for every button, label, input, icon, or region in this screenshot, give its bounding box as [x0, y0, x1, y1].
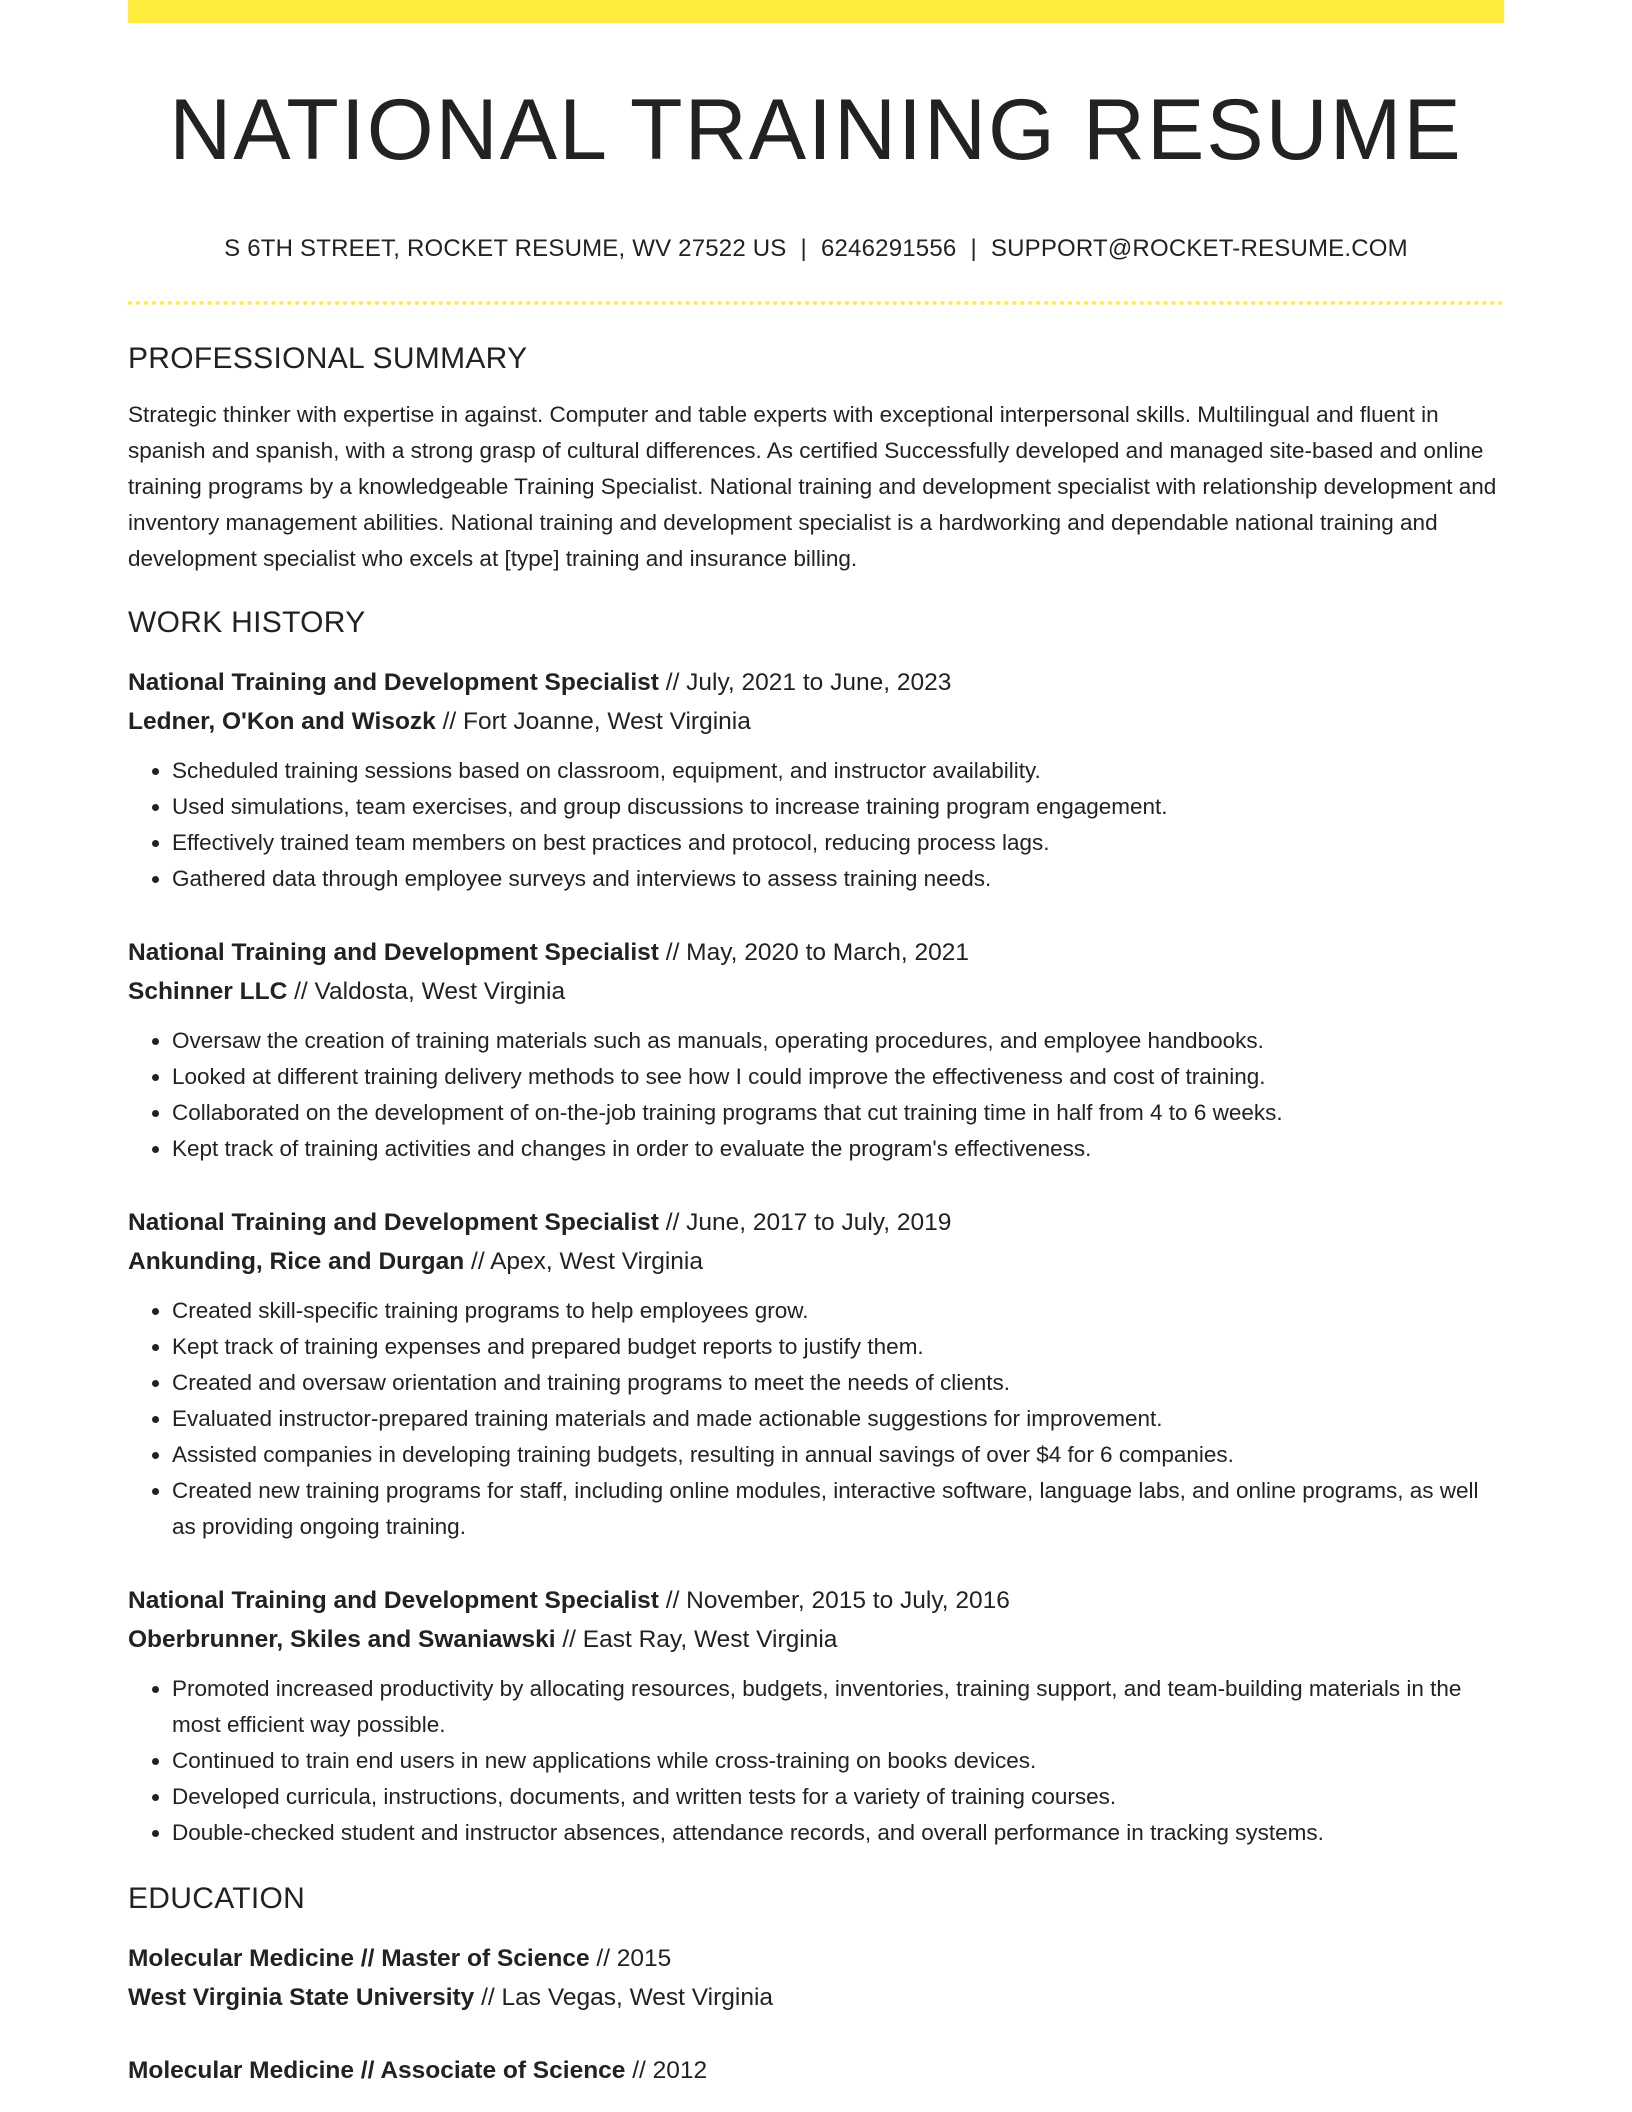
- job-entry: [128, 1581, 1504, 1851]
- job-company: Schinner LLC: [128, 978, 288, 1005]
- resume-content: [128, 0, 1504, 2090]
- job-bullet: • Kept track of training activities and changes in order to evaluate the program's effectiveness.: [172, 1131, 1504, 1167]
- contact-separator: |: [970, 235, 977, 262]
- job-bullet: • Assisted companies in developing training budgets, resulting in annual savings of over $4 for 6 companies.: [172, 1437, 1504, 1473]
- job-entry: [128, 663, 1504, 897]
- job-dates: // May, 2020 to March, 2021: [658, 939, 969, 966]
- work-history-heading: WORK HISTORY: [128, 606, 366, 639]
- summary-text: Strategic thinker with expertise in against. Computer and table experts with exceptional interpersonal skills. Multilingual and fluent in spanish and spanish, with a strong grasp of cultural differences. As certified Successfully developed and managed site-based and online training programs by a knowledgeable Training Specialist. National training and development specialist with relationship development and inventory management abilities. National training and development specialist is a hardworking and dependable national training and development specialist who excels at [type] training and insurance billing.: [128, 402, 1497, 571]
- contact-phone: 6246291556: [820, 235, 957, 262]
- job-bullet: • Scheduled training sessions based on classroom, equipment, and instructor availability.: [172, 753, 1504, 789]
- contact-separator: |: [800, 235, 807, 262]
- job-location: // Fort Joanne, West Virginia: [435, 708, 751, 735]
- job-bullet: • Developed curricula, instructions, documents, and written tests for a variety of training courses.: [172, 1779, 1504, 1815]
- job-bullet: • Created new training programs for staff, including online modules, interactive software, language labs, and online programs, as well as providing ongoing training.: [172, 1473, 1504, 1545]
- education-degree-line: [128, 1939, 1504, 1978]
- education-school: West Virginia State University: [128, 1984, 475, 2011]
- contact-address: S 6TH STREET, ROCKET RESUME, WV 27522 US: [224, 235, 787, 262]
- job-bullet: • Collaborated on the development of on-the-job training programs that cut training time in half from 4 to 6 weeks.: [172, 1095, 1504, 1131]
- job-title-line: [128, 1203, 1504, 1242]
- job-bullets: [128, 753, 1504, 897]
- contact-email: SUPPORT@ROCKET-RESUME.COM: [990, 235, 1408, 262]
- education-school-line: [128, 1978, 1504, 2017]
- job-bullet: • Oversaw the creation of training materials such as manuals, operating procedures, and employee handbooks.: [172, 1023, 1504, 1059]
- job-bullet: • Created skill-specific training programs to help employees grow.: [172, 1293, 1504, 1329]
- header-divider: [128, 301, 1504, 305]
- job-entry: [128, 933, 1504, 1167]
- job-role: National Training and Development Specialist: [128, 1587, 659, 1614]
- job-title-line: [128, 933, 1504, 972]
- education-entry: [128, 1939, 1504, 2017]
- job-company: Ledner, O'Kon and Wisozk: [128, 708, 436, 735]
- education-entry: [128, 2051, 1504, 2090]
- job-dates: // November, 2015 to July, 2016: [658, 1587, 1010, 1614]
- job-company-line: [128, 1242, 1504, 1281]
- job-dates: // July, 2021 to June, 2023: [658, 669, 952, 696]
- job-company-line: [128, 972, 1504, 1011]
- education-degree: Molecular Medicine // Associate of Science: [128, 2057, 626, 2084]
- education-year: // 2015: [589, 1945, 672, 1972]
- job-company-line: [128, 1620, 1504, 1659]
- job-bullet: • Looked at different training delivery methods to see how I could improve the effectiveness and cost of training.: [172, 1059, 1504, 1095]
- summary-heading: PROFESSIONAL SUMMARY: [128, 342, 528, 375]
- job-bullet: • Evaluated instructor-prepared training materials and made actionable suggestions for improvement.: [172, 1401, 1504, 1437]
- job-company: Ankunding, Rice and Durgan: [128, 1248, 465, 1275]
- job-bullet: • Kept track of training expenses and prepared budget reports to justify them.: [172, 1329, 1504, 1365]
- contact-line: [128, 233, 1504, 265]
- resume-name: NATIONAL TRAINING RESUME: [169, 82, 1463, 178]
- job-role: National Training and Development Specialist: [128, 1209, 659, 1236]
- job-bullet: • Effectively trained team members on best practices and protocol, reducing process lags.: [172, 825, 1504, 861]
- job-bullets: [128, 1671, 1504, 1851]
- job-role: National Training and Development Specialist: [128, 939, 659, 966]
- job-location: // Apex, West Virginia: [464, 1248, 703, 1275]
- job-bullets: [128, 1023, 1504, 1167]
- job-bullet: • Double-checked student and instructor absences, attendance records, and overall performance in tracking systems.: [172, 1815, 1504, 1851]
- education-location: // Las Vegas, West Virginia: [474, 1984, 774, 2011]
- education-degree-line: [128, 2051, 1504, 2090]
- job-bullet: • Created and oversaw orientation and training programs to meet the needs of clients.: [172, 1365, 1504, 1401]
- job-dates: // June, 2017 to July, 2019: [658, 1209, 952, 1236]
- job-title-line: [128, 663, 1504, 702]
- job-bullet: • Used simulations, team exercises, and group discussions to increase training program engagement.: [172, 789, 1504, 825]
- job-role: National Training and Development Specialist: [128, 669, 659, 696]
- job-entry: [128, 1203, 1504, 1545]
- job-location: // Valdosta, West Virginia: [287, 978, 566, 1005]
- job-bullets: [128, 1293, 1504, 1545]
- job-company: Oberbrunner, Skiles and Swaniawski: [128, 1626, 556, 1653]
- job-title-line: [128, 1581, 1504, 1620]
- education-degree: Molecular Medicine // Master of Science: [128, 1945, 590, 1972]
- job-location: // East Ray, West Virginia: [555, 1626, 838, 1653]
- education-year: // 2012: [625, 2057, 708, 2084]
- job-company-line: [128, 702, 1504, 741]
- job-bullet: • Promoted increased productivity by allocating resources, budgets, inventories, training support, and team-building materials in the most efficient way possible.: [172, 1671, 1504, 1743]
- job-bullet: • Continued to train end users in new applications while cross-training on books devices.: [172, 1743, 1504, 1779]
- job-bullet: • Gathered data through employee surveys and interviews to assess training needs.: [172, 861, 1504, 897]
- education-heading: EDUCATION: [128, 1882, 306, 1915]
